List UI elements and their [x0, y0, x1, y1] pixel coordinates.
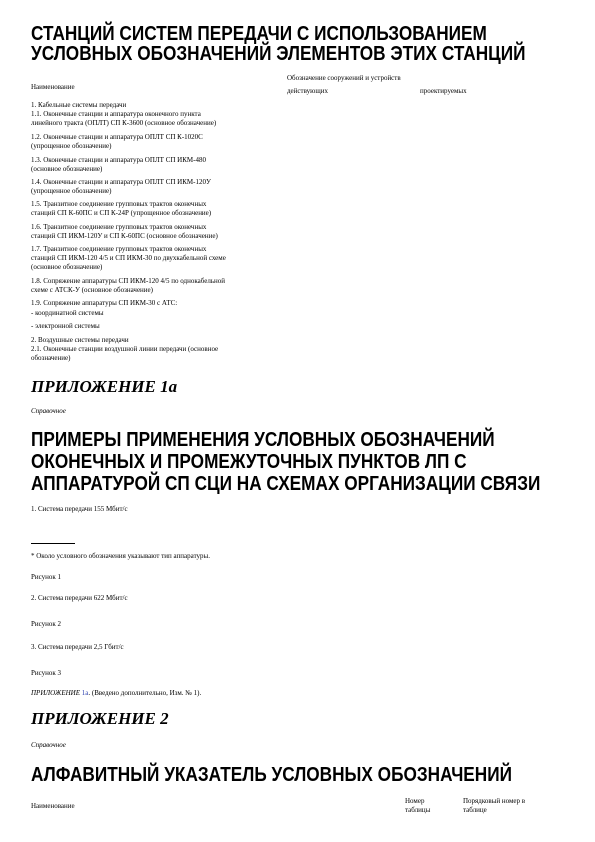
table1-row: 1.1. Оконечные станции и аппаратура оконечного пункта — [31, 110, 201, 118]
appendix-1a-heading-line-1: ПРИМЕРЫ ПРИМЕНЕНИЯ УСЛОВНЫХ ОБОЗНАЧЕНИЙ — [31, 428, 495, 451]
table1-row: обозначение) — [31, 354, 71, 362]
index-col-table-number-line-2: таблицы — [405, 806, 431, 814]
table1-row: 1.4. Оконечные станции и аппаратура ОПЛТ СП ИКМ-120У — [31, 178, 211, 186]
appendix-1a-title: ПРИЛОЖЕНИЕ 1а — [31, 377, 178, 396]
table1-row: 1.6. Транзитное соединение групповых трактов оконечных — [31, 223, 207, 231]
table1-row: 2.1. Оконечные станции воздушной линии передачи (основное — [31, 345, 219, 353]
section-heading-line-2: УСЛОВНЫХ ОБОЗНАЧЕНИЙ ЭЛЕМЕНТОВ ЭТИХ СТАНЦИЙ — [31, 42, 526, 65]
system-item-155: 1. Система передачи 155 Мбит/с — [31, 505, 128, 513]
index-col-sequence-line-1: Порядковый номер в — [463, 797, 526, 805]
table1-row: линейного тракта (ОПЛТ) СП К-3600 (основное обозначение) — [31, 119, 217, 127]
appendix-1a-reference: Справочное — [31, 407, 66, 415]
system-item-622: 2. Система передачи 622 Мбит/с — [31, 594, 128, 602]
table1-row: (основное обозначение) — [31, 263, 103, 271]
table1-col-existing: действующих — [287, 87, 329, 95]
figure-caption-2: Рисунок 2 — [31, 620, 62, 628]
index-col-sequence-line-2: таблице — [463, 806, 487, 814]
table1-row: 1.9. Сопряжение аппаратуры СП ИКМ-30 с АТС: — [31, 299, 178, 307]
figure-caption-3: Рисунок 3 — [31, 669, 62, 677]
table1-row: - электронной системы — [31, 322, 100, 330]
table1-col-designed: проектируемых — [420, 87, 467, 95]
table1-row: - координатной системы — [31, 309, 104, 317]
amendment-prefix: ПРИЛОЖЕНИЕ — [31, 689, 80, 697]
table1-row: (упрощенное обозначение) — [31, 187, 112, 195]
appendix-2-heading: АЛФАВИТНЫЙ УКАЗАТЕЛЬ УСЛОВНЫХ ОБОЗНАЧЕНИЙ — [31, 763, 512, 786]
appendix-2-reference: Справочное — [31, 741, 66, 749]
section-heading-line-1: СТАНЦИЙ СИСТЕМ ПЕРЕДАЧИ С ИСПОЛЬЗОВАНИЕМ — [31, 22, 487, 45]
appendix-1a-heading-line-2: ОКОНЕЧНЫХ И ПРОМЕЖУТОЧНЫХ ПУНКТОВ ЛП С — [31, 450, 467, 473]
table1-row: 1.5. Транзитное соединение групповых трактов оконечных — [31, 200, 207, 208]
table1-row: станций СП ИКМ-120У и СП К-60ПС (основное обозначение) — [31, 232, 218, 240]
table1-col-designation: Обозначение сооружений и устройств — [287, 74, 401, 82]
table1-row: 2. Воздушные системы передачи — [31, 336, 129, 344]
table1-row: (упрощенное обозначение) — [31, 142, 112, 150]
table1-row: 1.2. Оконечные станции и аппаратура ОПЛТ СП К-1020С — [31, 133, 203, 141]
footnote: * Около условного обозначения указывают тип аппаратуры. — [31, 552, 210, 560]
table1-col-name: Наименование — [31, 83, 75, 91]
table1-row: 1.3. Оконечные станции и аппаратура ОПЛТ СП ИКМ-480 — [31, 156, 206, 164]
amendment-note — [31, 689, 201, 697]
table1-row: станций СП ИКМ-120 4/5 и СП ИКМ-30 по двухкабельной схеме — [31, 254, 226, 262]
table1-row: 1.7. Транзитное соединение групповых трактов оконечных — [31, 245, 207, 253]
footnote-divider — [31, 543, 75, 544]
table1-row: 1.8. Сопряжение аппаратуры СП ИКМ-120 4/5 по однокабельной — [31, 277, 226, 285]
table1-row: (основное обозначение) — [31, 165, 103, 173]
appendix-2-title: ПРИЛОЖЕНИЕ 2 — [31, 709, 169, 728]
index-col-table-number-line-1: Номер — [405, 797, 425, 805]
amendment-suffix: . (Введено дополнительно, Изм. № 1). — [88, 689, 202, 697]
appendix-1a-link[interactable]: 1а — [81, 689, 89, 697]
appendix-1a-heading-line-3: АППАРАТУРОЙ СП СЦИ НА СХЕМАХ ОРГАНИЗАЦИИ СВЯЗИ — [31, 472, 541, 495]
table1-row: станций СП К-60ПС и СП К-24Р (упрощенное обозначение) — [31, 209, 212, 217]
figure-caption-1: Рисунок 1 — [31, 573, 62, 581]
table1-row: схеме с АТСК-У (основное обозначение) — [31, 286, 153, 294]
table1-row: 1. Кабельные системы передачи — [31, 101, 127, 109]
index-col-name: Наименование — [31, 802, 75, 810]
system-item-2-5: 3. Система передачи 2,5 Гбит/с — [31, 643, 124, 651]
